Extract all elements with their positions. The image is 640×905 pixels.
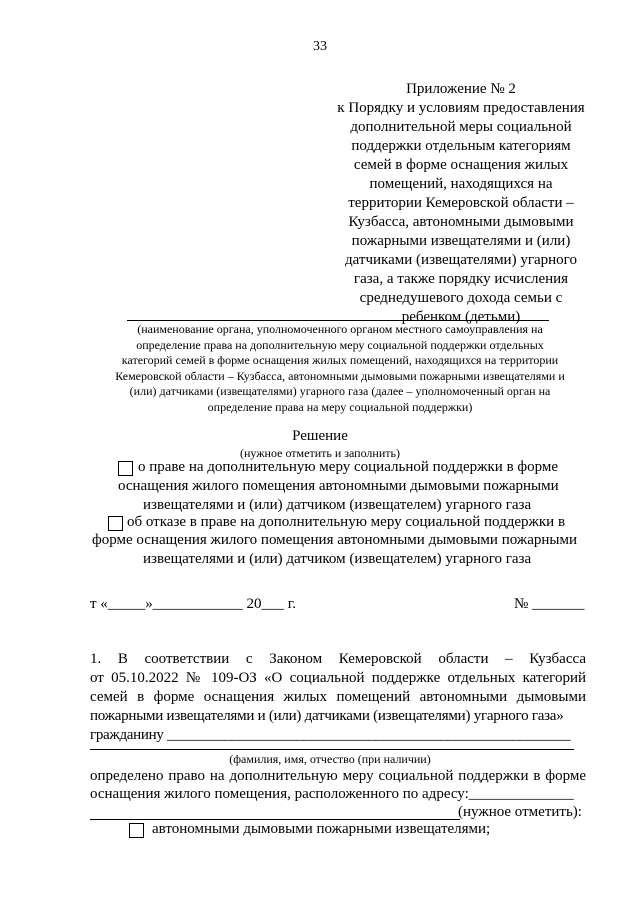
smoke-detector-option: автономными дымовыми пожарными извещателями; xyxy=(152,821,491,837)
organ-caption-line: определение права на меру социальной поддержки) xyxy=(207,399,473,414)
page-number: 33 xyxy=(313,39,327,54)
address-field[interactable]: оснащения жилого помещения, расположенного по адресу:______________ xyxy=(90,786,574,802)
decision-note: (нужное отметить и заполнить) xyxy=(240,446,400,460)
appendix-line: помещений, находящихся на xyxy=(369,176,553,192)
appendix-line: дополнительной меры социальной xyxy=(350,119,572,135)
refusal-checkbox[interactable] xyxy=(108,516,123,531)
paragraph-line: семей в форме оснащения жилых помещений автономными дымовыми xyxy=(90,689,586,705)
appendix-line: территории Кемеровской области – xyxy=(348,195,574,211)
appendix-line: ребенком (детьми) xyxy=(401,309,521,325)
organ-name-field[interactable] xyxy=(127,320,549,321)
paragraph-line: определено право на дополнительную меру социальной поддержки в форме xyxy=(90,768,586,784)
fio-caption: (фамилия, имя, отчество (при наличии) xyxy=(229,752,431,766)
appendix-line: среднедушевого дохода семьи с xyxy=(359,290,563,306)
appendix-header xyxy=(330,80,592,327)
citizen-name-field[interactable]: гражданину ________________________________________________________ xyxy=(90,727,571,743)
decision-number-field[interactable]: № _______ xyxy=(514,596,585,612)
address-line[interactable] xyxy=(90,819,460,820)
decision-date-field[interactable]: т «_____»____________ 20___ г. xyxy=(90,596,297,612)
organ-caption xyxy=(90,322,590,416)
paragraph-line: пожарными извещателями и (или) датчиками (извещателями) угарного газа» xyxy=(90,708,564,724)
smoke-detector-checkbox[interactable] xyxy=(129,823,144,838)
refusal-option-line: форме оснащения жилого помещения автономными дымовыми пожарными xyxy=(92,532,577,548)
organ-caption-line: (или) датчиками (извещателями) угарного газа (далее – уполномоченный орган на xyxy=(129,384,551,399)
decision-title: Решение xyxy=(292,428,348,444)
appendix-line: семей в форме оснащения жилых xyxy=(353,157,569,173)
appendix-line: Кузбасса, автономными дымовыми xyxy=(348,214,574,230)
refusal-option-line: об отказе в праве на дополнительную меру социальной поддержки в xyxy=(127,514,566,530)
appendix-line: поддержки отдельным категориям xyxy=(351,138,571,154)
appendix-line: газа, а также порядку исчисления xyxy=(353,271,569,287)
organ-caption-line: (наименование органа, уполномоченного органом местного самоуправления на xyxy=(137,322,543,336)
grant-option-line: извещателями и (или) датчиком (извещателем) угарного газа xyxy=(143,497,532,513)
appendix-line: Приложение № 2 xyxy=(406,81,516,97)
organ-caption-line: Кемеровской области – Кузбасса, автономными дымовыми пожарными извещателями и xyxy=(115,368,565,383)
organ-caption-line: определение права на дополнительную меру социальной поддержки отдельных xyxy=(136,337,544,352)
paragraph-line: 1. В соответствии с Законом Кемеровской области – Кузбасса xyxy=(90,651,586,667)
choose-note: (нужное отметить): xyxy=(458,804,582,820)
appendix-line: к Порядку и условиям предоставления xyxy=(337,100,585,116)
citizen-name-line[interactable] xyxy=(90,749,574,750)
grant-checkbox[interactable] xyxy=(118,461,133,476)
organ-caption-line: категорий семей в форме оснащения жилых помещений, находящихся на территории xyxy=(121,353,559,368)
appendix-line: пожарными извещателями и (или) xyxy=(351,233,571,249)
grant-option-line: оснащения жилого помещения автономными дымовыми пожарными xyxy=(118,478,559,494)
appendix-line: датчиками (извещателями) угарного xyxy=(345,252,577,268)
paragraph-line: от 05.10.2022 № 109-ОЗ «О социальной поддержке отдельных категорий xyxy=(90,670,586,686)
grant-option-line: о праве на дополнительную меру социальной поддержки в форме xyxy=(138,459,559,475)
refusal-option-line: извещателями и (или) датчиком (извещателем) угарного газа xyxy=(143,551,532,567)
